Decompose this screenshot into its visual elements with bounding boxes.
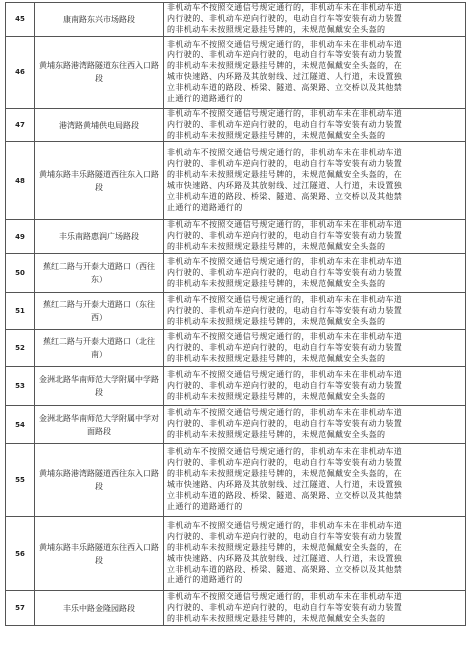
- description-line: 非机动车不按照交通信号规定通行的，非机动车未在非机动车道: [167, 108, 403, 118]
- row-number: 49: [6, 220, 35, 254]
- violation-description: [164, 3, 466, 37]
- description-line: 立非机动车道的路段、桥梁、隧道、高架路、立交桥以及其他禁: [167, 491, 403, 501]
- description-line: 止通行的道路通行的: [167, 202, 243, 212]
- table-row: [6, 406, 466, 444]
- table-body: [6, 3, 466, 626]
- row-number: 53: [6, 367, 35, 406]
- description-line: 非机动车不按照交通信号规定通行的，非机动车未在非机动车道: [167, 148, 403, 158]
- description-line: 内行驶的、非机动车逆向行驶的，电动自行车等安装有动力装置: [167, 231, 403, 241]
- description-line: 非机动车不按照交通信号规定通行的，非机动车未在非机动车道: [167, 591, 403, 601]
- description-line: 内行驶的、非机动车逆向行驶的，电动自行车等安装有动力装置: [167, 159, 403, 169]
- table-row: [6, 36, 466, 108]
- table-row: [6, 108, 466, 142]
- description-line: 内行驶的、非机动车逆向行驶的，电动自行车等安装有动力装置: [167, 531, 403, 541]
- table-row: [6, 330, 466, 367]
- location-name: 康南路东兴市场路段: [35, 3, 164, 37]
- violation-description: [164, 36, 466, 108]
- table-row: [6, 254, 466, 293]
- row-number: 46: [6, 36, 35, 108]
- description-line: 的非机动车未按照规定悬挂号牌的，未规范佩戴安全头盔的: [167, 278, 386, 288]
- description-line: 非机动车不按照交通信号规定通行的，非机动车未在非机动车道: [167, 520, 403, 530]
- description-line: 城市快速路、内环路及其放射线、过江隧道、人行道，未设置独: [167, 553, 403, 563]
- violation-description: [164, 293, 466, 330]
- description-line: 内行驶的、非机动车逆向行驶的，电动自行车等安装有动力装置: [167, 602, 403, 612]
- location-name: 港湾路黄埔供电局路段: [35, 108, 164, 142]
- description-line: 城市快速路、内环路及其放射线、过江隧道、人行道，未设置独: [167, 72, 403, 82]
- location-name: 丰乐南路惠润广场路段: [35, 220, 164, 254]
- table-row: [6, 367, 466, 406]
- description-line: 的非机动车未按照规定悬挂号牌的，未规范佩戴安全头盔的，在: [167, 542, 403, 552]
- description-line: 内行驶的、非机动车逆向行驶的，电动自行车等安装有动力装置: [167, 305, 403, 315]
- location-name: 蕉红二路与开泰大道路口（北往南）: [35, 330, 164, 367]
- row-number: 57: [6, 591, 35, 626]
- description-line: 的非机动车未按照规定悬挂号牌的，未规范佩戴安全头盔的: [167, 130, 386, 140]
- description-line: 的非机动车未按照规定悬挂号牌的，未规范佩戴安全头盔的: [167, 391, 386, 401]
- location-name: 金洲北路华南师范大学附属中学路段: [35, 367, 164, 406]
- table-row: [6, 3, 466, 37]
- location-name: 黄埔东路港湾路隧道西往东入口路段: [35, 444, 164, 517]
- description-line: 的非机动车未按照规定悬挂号牌的，未规范佩戴安全头盔的: [167, 24, 386, 34]
- regulation-table-page: [5, 2, 466, 626]
- violation-description: [164, 406, 466, 444]
- row-number: 52: [6, 330, 35, 367]
- table-row: [6, 220, 466, 254]
- description-line: 的非机动车未按照规定悬挂号牌的，未规范佩戴安全头盔的: [167, 242, 386, 252]
- table-row: [6, 142, 466, 220]
- violation-description: [164, 108, 466, 142]
- description-line: 止通行的道路通行的: [167, 94, 243, 104]
- location-name: 黄埔东路丰乐路隧道西往东入口路段: [35, 142, 164, 220]
- description-line: 止通行的道路通行的: [167, 575, 243, 585]
- description-line: 内行驶的、非机动车逆向行驶的，电动自行车等安装有动力装置: [167, 119, 403, 129]
- table-row: [6, 517, 466, 591]
- table-row: [6, 591, 466, 626]
- violation-description: [164, 367, 466, 406]
- description-line: 内行驶的、非机动车逆向行驶的，电动自行车等安装有动力装置: [167, 342, 403, 352]
- row-number: 47: [6, 108, 35, 142]
- description-line: 城市快速路、内环路及其放射线、过江隧道、人行道，未设置独: [167, 480, 403, 490]
- description-line: 立非机动车道的路段、桥梁、隧道、高架路、立交桥以及其他禁: [167, 191, 403, 201]
- description-line: 内行驶的、非机动车逆向行驶的，电动自行车等安装有动力装置: [167, 267, 403, 277]
- description-line: 的非机动车未按照规定悬挂号牌的，未规范佩戴安全头盔的，在: [167, 469, 403, 479]
- description-line: 的非机动车未按照规定悬挂号牌的，未规范佩戴安全头盔的: [167, 613, 386, 623]
- description-line: 非机动车不按照交通信号规定通行的，非机动车未在非机动车道: [167, 39, 403, 49]
- violation-description: [164, 444, 466, 517]
- row-number: 54: [6, 406, 35, 444]
- violation-description: [164, 591, 466, 626]
- description-line: 立非机动车道的路段、桥梁、隧道、高架路、立交桥以及其他禁: [167, 564, 403, 574]
- enforcement-locations-table: [5, 2, 466, 626]
- description-line: 内行驶的、非机动车逆向行驶的，电动自行车等安装有动力装置: [167, 380, 403, 390]
- description-line: 内行驶的、非机动车逆向行驶的，电动自行车等安装有动力装置: [167, 13, 403, 23]
- row-number: 45: [6, 3, 35, 37]
- location-name: 金洲北路华南师范大学附属中学对面路段: [35, 406, 164, 444]
- description-line: 的非机动车未按照规定悬挂号牌的，未规范佩戴安全头盔的: [167, 430, 386, 440]
- description-line: 非机动车不按照交通信号规定通行的，非机动车未在非机动车道: [167, 369, 403, 379]
- row-number: 50: [6, 254, 35, 293]
- table-row: [6, 444, 466, 517]
- description-line: 非机动车不按照交通信号规定通行的，非机动车未在非机动车道: [167, 331, 403, 341]
- row-number: 48: [6, 142, 35, 220]
- table-row: [6, 293, 466, 330]
- description-line: 城市快速路、内环路及其放射线、过江隧道、人行道，未设置独: [167, 180, 403, 190]
- description-line: 的非机动车未按照规定悬挂号牌的，未规范佩戴安全头盔的: [167, 353, 386, 363]
- description-line: 非机动车不按照交通信号规定通行的，非机动车未在非机动车道: [167, 447, 403, 457]
- location-name: 黄埔东路港湾路隧道东往西入口路段: [35, 36, 164, 108]
- description-line: 内行驶的、非机动车逆向行驶的，电动自行车等安装有动力装置: [167, 50, 403, 60]
- description-line: 止通行的道路通行的: [167, 501, 243, 511]
- violation-description: [164, 330, 466, 367]
- description-line: 非机动车不按照交通信号规定通行的，非机动车未在非机动车道: [167, 220, 403, 230]
- row-number: 55: [6, 444, 35, 517]
- location-name: 蕉红二路与开泰大道路口（西往东）: [35, 254, 164, 293]
- row-number: 56: [6, 517, 35, 591]
- description-line: 的非机动车未按照规定悬挂号牌的，未规范佩戴安全头盔的，在: [167, 61, 403, 71]
- description-line: 内行驶的、非机动车逆向行驶的，电动自行车等安装有动力装置: [167, 458, 403, 468]
- description-line: 非机动车不按照交通信号规定通行的，非机动车未在非机动车道: [167, 3, 403, 12]
- violation-description: [164, 517, 466, 591]
- violation-description: [164, 220, 466, 254]
- description-line: 非机动车不按照交通信号规定通行的，非机动车未在非机动车道: [167, 294, 403, 304]
- location-name: 丰乐中路金隆园路段: [35, 591, 164, 626]
- location-name: 蕉红二路与开泰大道路口（东往西）: [35, 293, 164, 330]
- location-name: 黄埔东路丰乐路隧道东往西入口路段: [35, 517, 164, 591]
- description-line: 的非机动车未按照规定悬挂号牌的，未规范佩戴安全头盔的，在: [167, 170, 403, 180]
- description-line: 非机动车不按照交通信号规定通行的，非机动车未在非机动车道: [167, 408, 403, 418]
- description-line: 非机动车不按照交通信号规定通行的，非机动车未在非机动车道: [167, 256, 403, 266]
- description-line: 内行驶的、非机动车逆向行驶的，电动自行车等安装有动力装置: [167, 419, 403, 429]
- violation-description: [164, 142, 466, 220]
- violation-description: [164, 254, 466, 293]
- description-line: 立非机动车道的路段、桥梁、隧道、高架路、立交桥以及其他禁: [167, 83, 403, 93]
- row-number: 51: [6, 293, 35, 330]
- description-line: 的非机动车未按照规定悬挂号牌的，未规范佩戴安全头盔的: [167, 316, 386, 326]
